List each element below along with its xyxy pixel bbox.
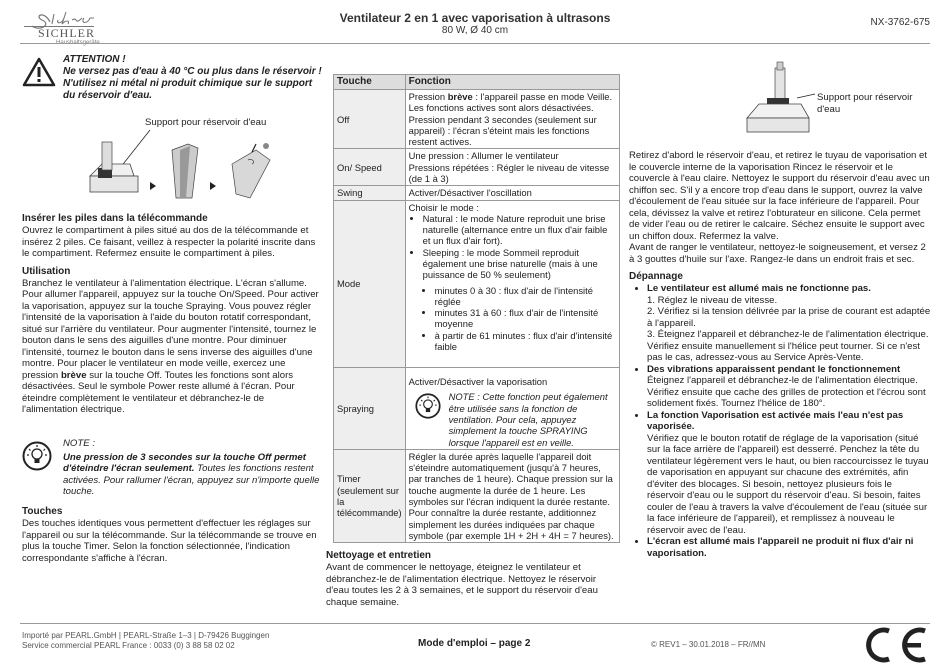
warning-block [22, 54, 322, 102]
lightbulb-icon [22, 441, 52, 475]
trouble-item: • Le ventilateur est allumé mais ne fonctionne pas. 1. Réglez le niveau de vitesse. 2. Vérifiez si la tension délivrée par la prise de courant est adaptée à l'appareil. 3. Éteignez l'appareil et débranchez-le de l'alimentation électrique. Vérifiez ensuite manuellement si l'hélice peut tourner. Si ce n'est pas le cas, adressez-vous au Service Après-Vente. [647, 283, 931, 364]
col-key-header: Touche [334, 75, 406, 90]
page-number: Mode d'emploi – page 2 [418, 638, 531, 649]
note-text: Toutes les fonctions restent activées. Pour rallumer l'écran, appuyez sur n'importe quelle touche. [63, 463, 320, 497]
key-off: Off [334, 90, 406, 149]
page-title: Ventilateur 2 en 1 avec vaporisation à ultrasons [339, 11, 611, 25]
figure-left-label: Support pour réservoir d'eau [145, 117, 267, 128]
table-row: Off Pression brève : l'appareil passe en mode Veille. Les fonctions actives sont alors désactivées. Pression pendant 3 secondes (seulement sur appareil) : l'écran s'éteint mais les fonctions restent actives. [334, 90, 620, 149]
warning-title: ATTENTION ! [63, 54, 126, 65]
table-row: Timer (seulement sur la télécommande) Régler la durée après laquelle l'appareil doit s'éteindre automatiquement (jusqu'à 7 heures, par tranches de 1 heure). Chaque pression sur la touche augmente la durée de 1 heure. Les symboles sur l'écran indiquent la durée restante. Pour connaître la durée restante, additionnez simplement les durées indiquées par chaque symbole (par exemple 1H + 2H + 4H = 7 heures). [334, 449, 620, 542]
batteries-heading: Insérer les piles dans la télécommande [22, 213, 208, 224]
keys-section [22, 506, 320, 564]
table-header-row [334, 75, 620, 90]
document-number: NX-3762-675 [870, 17, 930, 28]
keys-text: Des touches identiques vous permettent d'effectuer les réglages sur l'appareil ou sur la télécommande. Sur la télécommande se trouve en plus la touche Timer. Selon la fonction sélectionnée, l'indication correspondante s'affiche à l'écran. [22, 518, 317, 564]
table-row: On/ Speed Une pression : Allumer le ventilateur Pressions répétées : Régler le niveau de vitesse (de 1 à 3) [334, 149, 620, 186]
tank-support-illustration [80, 128, 300, 214]
table-row: Spraying Activer/Désactiver la vaporisation NOTE : Cette fonction peut également être utilisée sans la fonction de ventilation. Pour cela, appuyez simplement la touche SPRAYING lorsque l'appareil est en veille. [334, 368, 620, 450]
storage-text: Avant de ranger le ventilateur, nettoyez-le soigneusement, et versez 2 à 3 gouttes d'huile sur l'axe. Rangez-le dans un endroit frais et sec. [629, 242, 926, 265]
spraying-note: NOTE : Cette fonction peut également être utilisée sans la fonction de ventilation. Pour cela, appuyez simplement la touche SPRAYING lorsque l'appareil est en veille. [448, 391, 608, 448]
note-block [22, 438, 320, 498]
header-divider [20, 43, 930, 44]
key-spraying: Spraying [334, 368, 406, 450]
batteries-text: Ouvrez le compartiment à piles situé au dos de la télécommande et insérez 2 piles. Ce faisant, veillez à respecter la polarité inscrite dans le compartiment. Refermez ensuite le compartiment à piles. [22, 225, 316, 259]
use-heading: Utilisation [22, 265, 71, 277]
table-row: Mode Choisir le mode : • Natural : le mode Nature reproduit une brise naturelle (alternance entre un flux d'air faible et un flux d'air fort). • Sleeping : le mode Sommeil reproduit également une brise naturelle (mais à une puissance de 50 % seulement) • minutes 0 à 30 : flux d'air de l'intensité réglée • minutes 31 à 60 : flux d'air de l'intensité moyenne • à partir de 61 minutes : flux d'air d'intensité faible [334, 200, 620, 368]
brand-logo [22, 6, 122, 46]
key-mode: Mode [334, 200, 406, 368]
brand-name: SICHLER [38, 26, 96, 40]
left-column-text [22, 213, 320, 416]
warning-icon [22, 57, 56, 91]
keys-heading: Touches [22, 506, 63, 517]
ce-mark [859, 627, 931, 667]
footer-divider [20, 623, 930, 624]
keys-table [333, 74, 620, 543]
mode-natural: • Natural : le mode Nature reproduit une brise naturelle (alternance entre un flux d'air faible et un flux d'air fort). [423, 213, 616, 247]
troubleshooting-heading: Dépannage [629, 271, 683, 282]
note-bold: Une pression de 3 secondes sur la touche Off permet d'éteindre l'écran seulement. [63, 451, 306, 474]
note-title: NOTE : [63, 438, 95, 449]
col-function-header: Fonction [405, 75, 619, 90]
maintenance-text: Avant de commencer le nettoyage, éteignez le ventilateur et débranchez-le de l'alimentation électrique. Nettoyez le réservoir d'eau toutes les 2 à 3 semaines, et le support du réservoir d'eau chaque semaine. [326, 562, 598, 608]
lightbulb-icon [415, 393, 441, 421]
mode-sleeping: • Sleeping : le mode Sommeil reproduit également une brise naturelle (mais à une puissance de 50 % seulement) [423, 247, 616, 281]
warning-text: Ne versez pas d'eau à 40 °C ou plus dans le réservoir ! N'utilisez ni métal ni produit chimique sur le support du réservoir d'eau. [63, 66, 322, 101]
table-row: Swing Activer/Désactiver l'oscillation [334, 186, 620, 200]
trouble-item: • Des vibrations apparaissent pendant le fonctionnement Éteignez l'appareil et débranchez-le de l'alimentation électrique. Vérifiez ensuite que cache des grilles de protection et l'écrou sont solidement fixés. Tournez l'hélice de 180°. [647, 364, 931, 410]
use-text: Branchez le ventilateur à l'alimentation électrique. L'écran s'allume. Pour allumer l'appareil, appuyez sur la touche On/Speed. Pour activer la vaporisation, appuyez sur la touche Spraying. Vous pouvez régler l'intensité de la vaporisation à l'aide du bouton rotatif correspondant, situé sur l'arrière du ventilateur. Pour augmenter l'intensité, tournez le bouton dans le sens des aiguilles d'une montre. Pour diminuer l'intensité, tournez le bouton dans le sens inverse des aiguilles d'une montre. Pour placer le ventilateur en mode veille, exercez une pression brève sur la touche Off. Toutes les fonctions sont alors désactivées. Seul le symbole Power reste allumé à l'écran. Pour éteindre complètement le ventilateur et débranchez-le de l'alimentation électrique. [22, 277, 319, 415]
figure-right-label: Support pour réservoir d'eau [817, 92, 913, 115]
maintenance-section [326, 550, 620, 608]
cleaning-text: Retirez d'abord le réservoir d'eau, et retirez le tuyau de vaporisation et le couvercle interne de la vaporisation Rincez le réservoir et le couvercle à l'eau claire. Nettoyez le support du réservoir d'eau avec un chiffon sec. S'il y a encore trop d'eau dans le support, ouvrez la valve d'écoulement de l'eau située sur la face inférieure de l'appareil. Pour cela, dévissez la valve et retirez l'obturateur en silicone. Cela permet de vider l'eau ou de retirer le calcaire. Séchez ensuite le support avec un chiffon doux. Refermez la valve. [629, 150, 930, 242]
key-timer: Timer (seulement sur la télécommande) [334, 449, 406, 542]
right-column-text [629, 150, 931, 559]
key-swing: Swing [334, 186, 406, 200]
trouble-item: • L'écran est allumé mais l'appareil ne produit ni flux d'air ni vaporisation. [647, 536, 931, 559]
page-subtitle: 80 W, Ø 40 cm [441, 25, 509, 36]
maintenance-heading: Nettoyage et entretien [326, 550, 432, 561]
revision-info: © REV1 – 30.01.2018 – FR//MN [651, 640, 766, 649]
trouble-item: • La fonction Vaporisation est activée mais l'eau n'est pas vaporisée. Vérifiez que le bouton rotatif de réglage de la vaporisation (situé sur la face arrière de l'appareil) est desserré. Penchez la tête du ventilateur légèrement vers le haut, ou bien raccourcissez le tuyau de vaporisation en appuyant sur chacune des extrémités, afin d'éviter des blocages. Si besoin, nettoyez plusieurs fois le réservoir d'eau ou le support du réservoir d'eau. Si besoin, faites couler de l'eau à travers la valve d'écoulement de l'eau (située sur la face inférieure de l'appareil), et remplissez à nouveau le réservoir avec de l'eau. [647, 410, 931, 537]
footer-address: Importé par PEARL.GmbH | PEARL-Straße 1–3 | D-79426 Buggingen Service commercial PEARL France : 0033 (0) 3 88 58 02 02 [22, 631, 270, 651]
key-onspeed: On/ Speed [334, 149, 406, 186]
tank-support-illustration-right [745, 58, 825, 142]
